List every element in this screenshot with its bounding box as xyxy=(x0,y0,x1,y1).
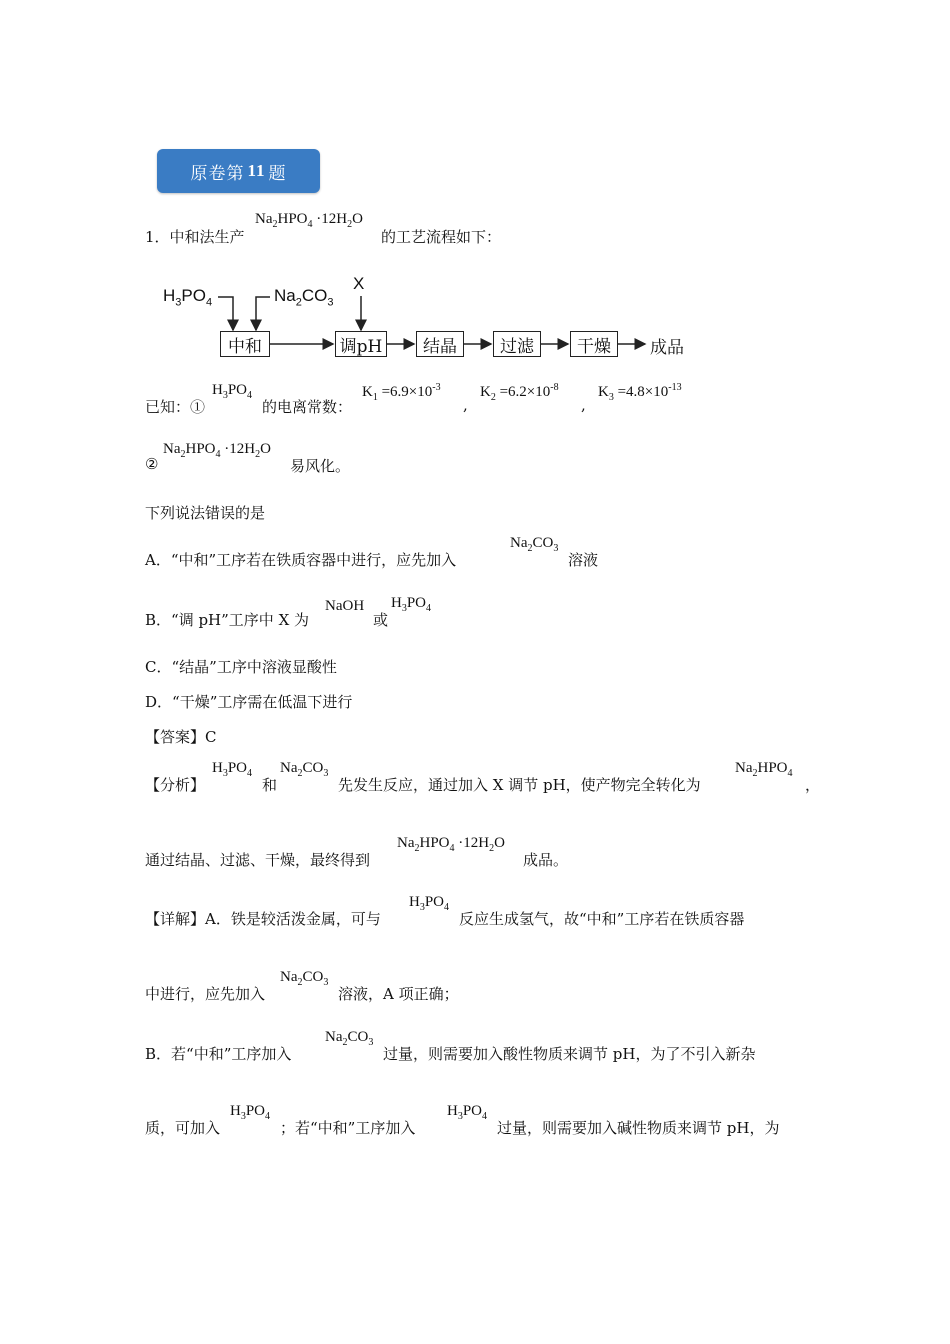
question-number: 1． xyxy=(145,228,170,246)
comma-2: , xyxy=(581,396,586,414)
formula-na2co3-a: $Na_2CO_3$ xyxy=(510,535,559,554)
analysis-t5: 成品。 xyxy=(523,851,569,869)
detail-b5: 过量，则需要加入碱性物质来调节 pH，为 xyxy=(497,1119,780,1137)
option-b-mid: 或 xyxy=(373,611,389,629)
analysis-label: 【分析】 xyxy=(145,776,206,794)
formula-h3po4-d3: $H_3PO_4$ xyxy=(447,1103,488,1122)
analysis-t2: 先发生反应，通过加入 X 调节 pH，使产物完全转化为 xyxy=(338,776,701,794)
question-intro-text: 中和法生产 xyxy=(169,228,245,246)
formula-h3po4-d2: $H_3PO_4$ xyxy=(230,1103,271,1122)
badge-number: 11 xyxy=(247,161,266,180)
formula-naoh: NaOH xyxy=(325,598,365,614)
option-d: D．“干燥”工序需在低温下进行 xyxy=(145,693,353,711)
constant-k3: $K_3 =4.8\times 10^{-13}$ xyxy=(598,382,682,403)
formula-na2hpo4-12h2o-an: $Na_2HPO_4 \cdot 12H_2O$ xyxy=(397,835,505,854)
analysis-t1: 和 xyxy=(262,776,278,794)
formula-h3po4-an: $H_3PO_4$ xyxy=(212,760,253,779)
formula-na2co3-d1: $Na_2CO_3$ xyxy=(280,969,329,988)
detail-b3: 质，可加入 xyxy=(145,1119,221,1137)
flow-input-na2co3: $Na_2CO_3$ xyxy=(274,286,334,309)
option-a-post: 溶液 xyxy=(568,551,599,569)
flow-input-x: X xyxy=(353,274,365,293)
formula-na2hpo4-an: $Na_2HPO_4$ xyxy=(735,760,793,779)
detail-a1: 【详解】A．铁是较活泼金属，可与 xyxy=(145,910,381,928)
constant-k1: $K_1 =6.9\times 10^{-3}$ xyxy=(362,382,441,403)
flow-step-crystallize: 结晶 xyxy=(416,331,464,357)
option-c: C．“结晶”工序中溶液显酸性 xyxy=(145,658,337,676)
question-intro-suffix: 的工艺流程如下： xyxy=(381,228,502,246)
flow-step-filter: 过滤 xyxy=(493,331,541,357)
formula-h3po4: $H_3PO_4$ xyxy=(212,382,253,401)
flow-step-neutralize: 中和 xyxy=(220,331,270,357)
analysis-t3: ， xyxy=(805,776,821,794)
question-stem: 下列说法错误的是 xyxy=(145,504,266,522)
detail-a2: 反应生成氢气，故“中和”工序若在铁质容器 xyxy=(459,910,745,928)
flow-step-dry: 干燥 xyxy=(570,331,618,357)
option-a-pre: A．“中和”工序若在铁质容器中进行，应先加入 xyxy=(145,551,457,569)
option-b-pre: B．“调 pH”工序中 X 为 xyxy=(145,611,310,629)
badge-prefix: 原卷第 xyxy=(190,163,245,184)
known-mid: 的电离常数： xyxy=(262,398,353,416)
formula-na2hpo4-12h2o-2: $Na_2HPO_4 \cdot 12H_2O$ xyxy=(163,441,271,460)
formula-na2co3-d2: $Na_2CO_3$ xyxy=(325,1029,374,1048)
formula-na2hpo4-12h2o: $Na_2HPO_4 \cdot 12H_2O$ xyxy=(255,211,363,230)
detail-a3: 中进行，应先加入 xyxy=(145,985,266,1003)
detail-a4: 溶液，A 项正确； xyxy=(338,985,459,1003)
known-item2-text: 易风化。 xyxy=(290,457,351,475)
formula-h3po4-b: $H_3PO_4$ xyxy=(391,595,432,614)
detail-b1: B．若“中和”工序加入 xyxy=(145,1045,292,1063)
detail-b2: 过量，则需要加入酸性物质来调节 pH，为了不引入新杂 xyxy=(383,1045,756,1063)
flow-product: 成品 xyxy=(650,338,684,358)
known-item2-number: ② xyxy=(145,455,159,473)
badge-suffix: 题 xyxy=(268,163,287,184)
known-prefix: 已知：① xyxy=(145,398,206,416)
comma-1: , xyxy=(463,396,468,414)
detail-b4: ；若“中和”工序加入 xyxy=(280,1119,416,1137)
formula-h3po4-d1: $H_3PO_4$ xyxy=(409,894,450,913)
constant-k2: $K_2 =6.2\times 10^{-8}$ xyxy=(480,382,559,403)
analysis-t4: 通过结晶、过滤、干燥，最终得到 xyxy=(145,851,371,869)
formula-na2co3-an: $Na_2CO_3$ xyxy=(280,760,329,779)
flow-input-h3po4: $H_3PO_4$ xyxy=(163,286,213,309)
flow-step-adjust-ph: 调pH xyxy=(335,331,387,357)
answer: 【答案】C xyxy=(145,728,217,746)
